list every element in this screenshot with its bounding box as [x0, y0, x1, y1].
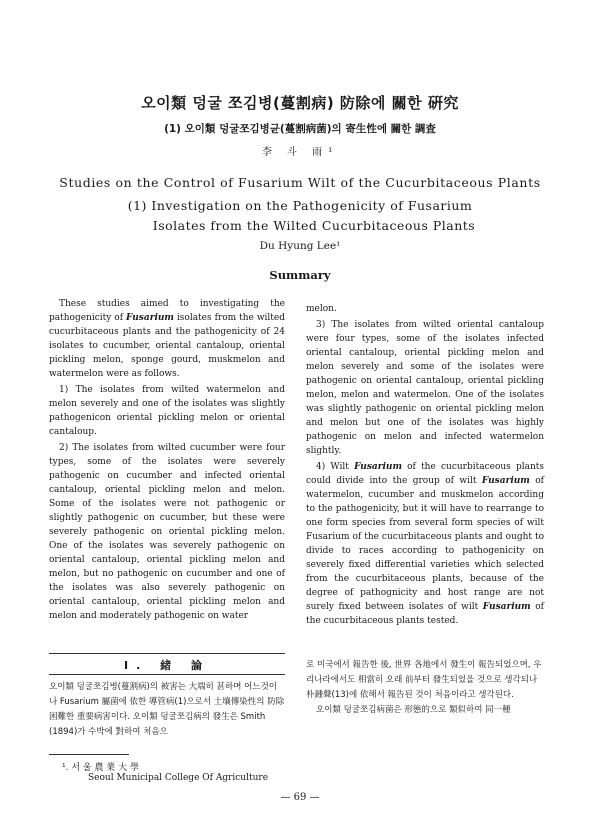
english-title: Studies on the Control of Fusarium Wilt of the Cucurbitaceous Plants [59, 175, 541, 190]
introduction-heading: I. 緒 論 [124, 659, 210, 672]
fusarium-italic: Fusarium [482, 602, 531, 612]
korean-subtitle: (1) 오이類 덩굴쪼김병균(蔓割病菌)의 寄生性에 關한 調査 [164, 123, 436, 135]
summary-point-2: 2) The isolates from wilted cucumber were four types, some of the isolates were severely pathogenic on cucumber and infected oriental cantaloup, oriental pickling melon and melon. Some of the isolates were not pathogenic or slightly pathogenic on cucumber, but these were severely pathogenic on oriental pickling melon. One of the isolates was severely pathogenic on oriental cantaloup, oriental pickling melon and melon, but no pathogenic on cucumber and one of the isolates was also severely pathogenic on oriental cantaloup, oriental pickling melon and melon and moderately pathogenic on water [49, 443, 285, 621]
introduction-right-text: 로 미국에서 報告한 後, 世界 各地에서 發生이 報告되었으며, 우리나라에서도 相當히 오래 前부터 發生되었을 것으로 생각되나 朴鍾聲(13)에 依해서 報告된 것이 처음이라고 생각된다. 오이類 덩굴쪼김病菌은 形態的으로 類似하여 同一種 [306, 660, 542, 715]
section-rule-top [49, 653, 285, 654]
summary-point-4: 4) Wilt Fusarium of the cucurbitaceous plants could divide into the group of wilt Fusarium of watermelon, cucumber and muskmelon according to the pathogenicity, but it will have to rearrange to one form species from several form species of wilt Fusarium of the cucurbitaceous plants and ought to divide to races according to pathogenicity on severely fixed differential varieties which selected from the cucurbitaceous plants, because of the degree of pathognicity and host range are not surely fixed between isolates of wilt Fusarium of the cucurbitaceous plants tested. [306, 462, 544, 626]
introduction-left-text: 오이類 덩굴쪼김병(蔓割病)의 被害는 大端히 甚하며 어느것이나 Fusarium 屬菌에 依한 導管病(1)으로서 土壤傳染性의 防除 困難한 重要病害이다. 오이類 덩굴쪼김病의 發生은 Smith (1894)가 수박에 對하여 처음으 [49, 682, 285, 737]
summary-point-3: 3) The isolates from wilted oriental cantaloup were four types, some of the isolates infected oriental cantaloup, oriental pickling melon and melon severely and some of the isolates were pathogenic on oriental cantaloup, oriental pickling melon, melon and watermelon. One of the isolates was slightly pathogenic on oriental pickling melon and melon but one of the isolates was highly pathogenic on melon and infected watermelon slightly. [306, 320, 544, 456]
page-number: — 69 — [280, 792, 320, 803]
summary-heading: Summary [269, 268, 331, 282]
footnote-affiliation-korean: ¹. 서 울 農 業 大 學 [62, 763, 140, 773]
fusarium-italic: Fusarium [126, 313, 174, 323]
korean-title: 오이類 덩굴 쪼김병(蔓割病) 防除에 關한 硏究 [141, 94, 459, 112]
english-subtitle-line-2: Isolates from the Wilted Cucurbitaceous Plants [152, 218, 476, 233]
summary-paragraph-intro: These studies aimed to investigating the pathogenicity of Fusarium isolates from the wilted cucurbitaceous plants and the pathogenicity of 24 isolates to cucumber, oriental cantaloup, oriental pickling melon, sponge gourd, muskmelon and watermelon were as follows. [49, 299, 286, 379]
summary-right-column [306, 302, 544, 630]
summary-continuation: melon. [306, 304, 337, 314]
korean-author: 李 斗 雨¹ [261, 147, 339, 158]
footnote-affiliation-english: Seoul Municipal College Of Agriculture [88, 773, 269, 783]
footnote-rule [49, 754, 129, 755]
english-author: Du Hyung Lee¹ [259, 240, 341, 252]
section-rule-bottom [49, 674, 285, 675]
fusarium-italic: Fusarium [354, 462, 402, 472]
english-subtitle-line-1: (1) Investigation on the Pathogenicity of Fusarium [127, 198, 473, 213]
summary-point-1: 1) The isolates from wilted watermelon and melon severely and one of the isolates was slightly pathogenicon oriental pickling melon or oriental cantaloup. [49, 385, 285, 437]
fusarium-italic: Fusarium [481, 476, 530, 486]
summary-left-column [49, 297, 285, 625]
